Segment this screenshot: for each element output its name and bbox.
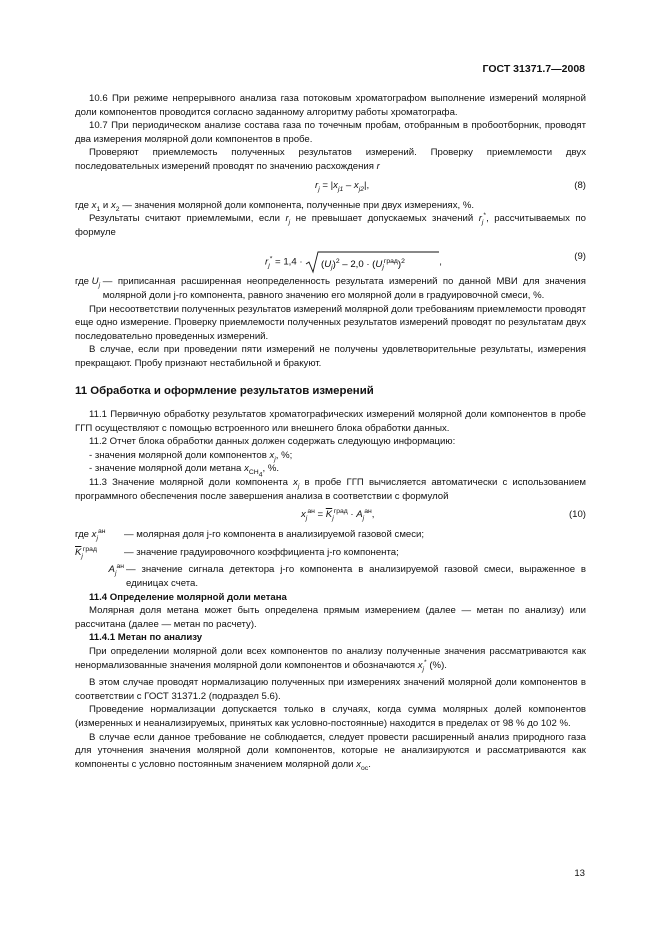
subsection-11-4-1-title: 11.4.1 Метан по анализу — [89, 632, 203, 644]
formula-10-expression: $x_j^{ан} = \overline{K}_j^{град} \cdot A_j^{ан}$, — [301, 508, 375, 523]
para-mismatch: При несоответствии полученных результатов измерений молярной доли требованиям приемлемости проводят еще одно измерение. Проверку приемлемости полученных результатов измерений проводят по результатам двух последовательно проведенных измерений. — [75, 303, 586, 342]
para-11-1: 11.1 Первичную обработку результатов хроматографических измерений молярной доли компонентов в пробе ГГП осуществляют с помощью встроенного или внешнего блока обработки данных. — [75, 409, 586, 434]
formula-10-number: (10) — [568, 509, 586, 521]
para-11-4: Молярная доля метана может быть определена прямым измерением (далее — метан по анализу) или рассчитана (далее — метан по расчету). — [75, 605, 586, 630]
where-x1-x2: где $x_1$ и $x_2$ — значения молярной доли компонента, полученные при двух измерениях, %. — [75, 199, 475, 213]
square-root-sign — [305, 250, 439, 274]
para-11-4-1: При определении молярной доли всех компонентов по анализу полученные значения рассматриваются как ненормализованные значения молярной доли компонентов и обозначаются $x_j^*$ (%). — [75, 646, 586, 673]
para-11-2: 11.2 Отчет блока обработки данных должен содержать следующую информацию: — [89, 436, 456, 448]
list-item-components: - значения молярной доли компонентов $x_j$, %; — [89, 449, 293, 463]
para-acceptability-check: Проверяют приемлемость полученных результатов измерений. Проверку приемлемости двух последовательных измерений проводят по значению расхождения r — [75, 147, 586, 172]
definition-x: где $x_j^{ан}$ — молярная доля j-го компонента в анализируемой газовой смеси; — [75, 528, 425, 543]
formula-10 — [75, 506, 586, 525]
page-number: 13 — [574, 868, 585, 879]
para-five-measurements: В случае, если при проведении пяти измерений не получены удовлетворительные результаты, измерения прекращают. Пробу признают нестабильной и бракуют. — [75, 344, 586, 369]
para-normalization-allowed: Проведение нормализации допускается только в случаях, когда сумма молярных долей компонентов (измеренных и неанализируемых, принятых как условно-постоянные) находится в пределах от 98 % до 102 %. — [75, 704, 586, 729]
definition-k: $\overline{K}_j^{град}$ — значение градуировочного коэффициента j-го компонента; — [75, 545, 399, 560]
definition-a: $A_j^{ан}$ — значение сигнала детектора j-го компонента в анализируемой газовой смеси, выраженное в единицах счета. — [108, 563, 586, 590]
para-extended-analysis: В случае если данное требование не соблюдается, следует провести расширенный анализ природного газа для уточнения значения молярной доли компонентов, которые не анализируются и рассматриваются как компоненты с условно постоянным значением молярной доли $x_{ос}$. — [75, 731, 586, 772]
document-body — [75, 92, 586, 771]
formula-8-number: (8) — [574, 179, 586, 191]
para-10-6: 10.6 При режиме непрерывного анализа газа потоковым хроматографом выполнение измерений молярной доли компонентов проводится согласно заданному алгоритму работы хроматографа. — [75, 93, 586, 118]
list-item-methane: - значение молярной доли метана $x_{CH_4}$, %. — [89, 463, 280, 479]
para-11-3: 11.3 Значение молярной доли компонента $x_j$ в пробе ГГП вычисляется автоматически с использованием программного обеспечения после завершения анализа в соответствии с формулой — [75, 477, 587, 502]
subsection-11-4-title: 11.4 Определение молярной доли метана — [89, 591, 287, 603]
para-acceptance: Результаты считают приемлемыми, если $r_j$ не превышает допускаемых значений $r_j^*$, рассчитываемых по формуле — [75, 211, 586, 238]
svg-text:(Uj)2 – 2,0 · (Ujград)2: $(U_j)^2 - 2,0 \cdot (U_j^{град})^2$ — [321, 258, 406, 272]
formula-10-definitions — [75, 528, 586, 590]
formula-9-number: (9) — [574, 251, 586, 263]
para-normalization: В этом случае проводят нормализацию полученных при измерениях значений молярной доли компонентов в соответствии с ГОСТ 31371.2 (подраздел 5.6). — [75, 677, 586, 702]
where-U: где $U_j$ — приписанная расширенная неопределенность результата измерений по данной МВИ для значения молярной доли j-го компонента, равного значению его молярной доли в градуировочной смеси, %. — [75, 276, 586, 301]
formula-8 — [75, 177, 586, 196]
formula-9-coefficient: 2,0 — [350, 259, 364, 271]
formula-8-expression: $r_j = |x_{j1} - x_{j2}|$, — [315, 179, 370, 193]
para-10-7: 10.7 При периодическом анализе состава газа по точечным пробам, отобранным в пробоотборник, проводят два измерения молярной доли компонентов в пробе. — [75, 120, 586, 145]
formula-9-expression: $r_j^* = 1,4$ · $(U_j)^2 - 2,0 \cdot (U_j^{град})^2$ , — [265, 250, 442, 274]
formula-9 — [75, 242, 586, 272]
standard-id: ГОСТ 31371.7—2008 — [482, 63, 585, 75]
section-11-title: 11 Обработка и оформление результатов измерений — [75, 384, 374, 397]
